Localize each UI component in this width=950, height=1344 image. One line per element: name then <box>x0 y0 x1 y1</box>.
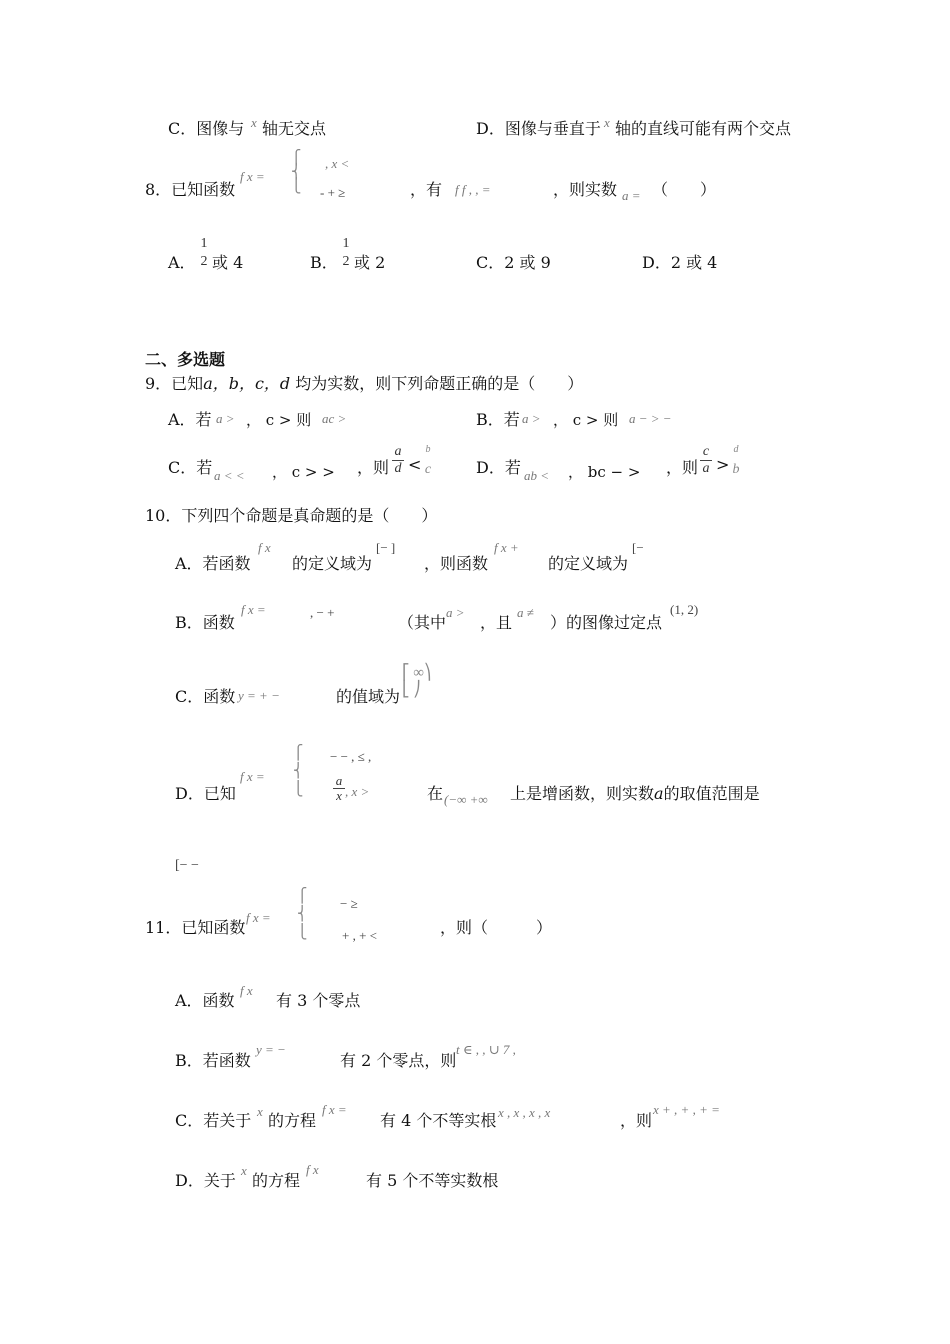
q9-option-c-num: a <box>394 444 402 459</box>
q10-option-c-label: C．函数 <box>175 687 236 706</box>
q9-option-a-m3: ac > <box>322 411 347 426</box>
q9-option-a-label: A．若 <box>168 410 212 429</box>
q8-option-a-label: A． <box>168 253 196 272</box>
q9-option-b-m1: a > <box>522 411 541 426</box>
q11-option-c-then: ，则 <box>620 1111 653 1130</box>
q10-option-c-range <box>402 665 431 699</box>
q8-ff-expr: f f , , = <box>455 182 491 197</box>
q10-option-c-range-bottom: ⎣ ⎠ <box>402 682 421 698</box>
q10-option-a-label: A．若函数 <box>175 554 251 573</box>
q11-option-c-mid2: 有 4 个不等实根 <box>380 1111 497 1130</box>
q10-option-d-piece2-den: x <box>336 788 342 803</box>
q11-option-c-roots: x , x , x , x <box>498 1105 551 1120</box>
q9-option-a-m2: ， c > 则 <box>246 411 312 429</box>
q7-option-d-tail: 轴的直线可能有两个交点 <box>615 119 792 138</box>
q10-option-d-tail-text: 上是增函数，则实数 <box>510 784 655 803</box>
q9-option-c-m1: a < < <box>214 468 245 483</box>
q10-option-a-dom2: [− <box>632 540 644 555</box>
q9-option-d-m2: ， bc − > <box>568 463 641 481</box>
q10-option-d-piece2-frac <box>333 774 345 803</box>
q10-option-b-point: (1, 2) <box>670 602 699 617</box>
q9-option-b-m3: a − > − <box>629 411 672 426</box>
q10-option-c-f: y = + − <box>238 688 280 703</box>
q11-piece1: − ≥ <box>340 896 358 911</box>
q8-f-expr: f x = <box>240 169 265 184</box>
q10-option-a-dom: [− ] <box>376 540 396 555</box>
q9-stem-tail: 均为实数，则下列命题正确的是（ ） <box>290 374 584 393</box>
q10-option-d-a: a <box>654 784 664 803</box>
q9-option-c-label: C．若 <box>168 458 213 477</box>
q7-option-d-var: x <box>604 115 610 130</box>
q8-a-expr: a = <box>622 188 641 203</box>
q8-option-b-label: B． <box>310 253 338 272</box>
q11-option-d-var: x <box>241 1163 247 1178</box>
q10-option-d-piece2-tail: , x > <box>345 784 370 799</box>
q9-option-b-label: B．若 <box>476 410 520 429</box>
q9-option-d-rden: b <box>732 462 740 477</box>
q11-option-d-tail: 有 5 个不等实数根 <box>366 1171 499 1190</box>
q11-option-a-f: f x <box>240 983 253 998</box>
q11-option-b-f: y = − <box>256 1042 286 1057</box>
q11-f-expr: f x = <box>246 910 271 925</box>
q8-option-d: D．2 或 4 <box>642 253 718 272</box>
q11-piece2: + , + < <box>342 928 377 943</box>
q10-option-d-piece2-num: a <box>335 773 343 788</box>
q7-option-d: D．图像与垂直于 <box>476 119 601 138</box>
q7-option-c <box>168 119 244 139</box>
q9-option-c-then: ，则 <box>357 458 390 477</box>
q9-vars: a，b，c，d <box>203 374 291 393</box>
q8-brace: ⎧ ⎨ ⎩ <box>291 151 302 194</box>
q11-option-c-label: C．若关于 <box>175 1111 252 1130</box>
q8-option-c: C．2 或 9 <box>476 253 551 272</box>
q10-option-b-f: f x = <box>241 602 266 617</box>
q8-option-b-num: 1 <box>342 236 350 251</box>
q10-option-b-paren1: （其中 <box>398 613 447 632</box>
q9-option-c-rnum: b <box>425 444 431 455</box>
q8-option-a-den: 2 <box>200 254 208 269</box>
q9-stem <box>145 374 583 394</box>
q11-stem: 11．已知函数 <box>145 918 246 937</box>
q8-option-a-frac <box>198 236 210 270</box>
q10-option-c-mid: 的值域为 <box>336 687 401 706</box>
q9-option-d-num: c <box>702 444 710 459</box>
q10-option-c-range-top: ⎡ ∞⎞ <box>402 665 432 681</box>
q10-option-d-f: f x = <box>240 769 265 784</box>
q11-brace: ⎧ ⎨ ⎩ <box>297 889 308 940</box>
q11-stem-tail: ，则（ ） <box>440 918 553 937</box>
q9-option-c-m2: ， c > > <box>272 463 335 481</box>
q11-option-b-mid: 有 2 个零点，则 <box>340 1051 457 1070</box>
q8-paren: （ ） <box>652 180 717 199</box>
q11-option-a-label: A．函数 <box>175 991 235 1010</box>
q10-option-d-in: 在 <box>427 784 444 803</box>
q9-option-c-rfrac <box>422 444 434 478</box>
q10-option-d-label: D．已知 <box>175 784 236 803</box>
q9-option-d-label: D．若 <box>476 458 521 477</box>
q10-option-d-tail2: 的取值范围是 <box>663 784 760 803</box>
q9-option-d-gt: > <box>716 455 730 474</box>
q9-option-d-m1: ab < <box>524 468 550 483</box>
q7-option-c-var: x <box>251 115 257 130</box>
q10-option-a-tail: 的定义域为 <box>548 554 629 573</box>
q8-stem-c: ，则实数 <box>553 180 618 199</box>
q11-option-d-mid: 的方程 <box>252 1171 301 1190</box>
q9-option-d-den: a <box>702 461 710 476</box>
q8-option-a-tail: 或 4 <box>212 253 244 272</box>
q7-option-c-text: C．图像与 <box>168 119 245 138</box>
q10-option-b-and: ，且 <box>480 613 513 632</box>
q10-option-b-paren2: ）的图像过定点 <box>550 613 663 632</box>
q11-option-c-f: f x = <box>322 1102 347 1117</box>
q11-option-b-set: t ∈ , , ∪ 7 , <box>456 1042 516 1057</box>
q9-option-d-frac <box>700 444 712 477</box>
q9-option-d-then: ，则 <box>666 458 699 477</box>
q9-stem-text: 9．已知 <box>145 374 204 393</box>
section-title: 二、多选题 <box>145 350 226 369</box>
q8-piece2: - + ≥ <box>320 185 346 200</box>
q9-option-c-den: d <box>394 461 402 476</box>
q10-option-a-f2: f x + <box>494 540 519 555</box>
q11-option-c-sum: x + , + , + = <box>653 1102 720 1117</box>
q11-option-a-tail: 有 3 个零点 <box>276 991 361 1010</box>
q8-option-b-frac <box>340 236 352 270</box>
q8-stem-a: 8．已知函数 <box>145 180 236 199</box>
q9-option-c-lt: < <box>408 455 422 474</box>
q10-option-d-answer: [− − <box>175 858 199 873</box>
q10-option-d-tail <box>510 784 760 804</box>
q9-option-d-rfrac <box>730 444 742 478</box>
q10-option-a-f1: f x <box>258 540 271 555</box>
q10-option-a-mid: 的定义域为 <box>292 554 373 573</box>
q10-option-b-f2: , − + <box>310 605 335 620</box>
q9-option-a-m1: a > <box>216 411 235 426</box>
q10-option-b-cond2: a ≠ <box>517 605 534 620</box>
q10-option-b-cond1: a > <box>446 605 465 620</box>
q11-option-c-var: x <box>257 1104 263 1119</box>
q7-option-c-tail: 轴无交点 <box>262 119 327 138</box>
q8-option-a-num: 1 <box>200 236 208 251</box>
q9-option-b-m2: ， c > 则 <box>553 411 619 429</box>
q8-option-b-tail: 或 2 <box>354 253 386 272</box>
q10-option-d-piece1: − − , ≤ , <box>330 749 372 764</box>
q8-option-b-den: 2 <box>342 254 350 269</box>
q8-stem-b: ，有 <box>410 180 443 199</box>
q11-option-d-f: f x <box>306 1162 319 1177</box>
q10-option-b-label: B．函数 <box>175 613 235 632</box>
q9-option-c-frac <box>392 444 404 477</box>
q11-option-c-mid: 的方程 <box>268 1111 317 1130</box>
q11-option-b-label: B．若函数 <box>175 1051 251 1070</box>
q11-option-d-label: D．关于 <box>175 1171 236 1190</box>
q10-stem: 10．下列四个命题是真命题的是（ ） <box>145 506 438 525</box>
q10-option-d-interval: (−∞ +∞ <box>444 792 488 807</box>
q8-piece1: , x < <box>325 156 350 171</box>
q10-option-a-mid2: ，则函数 <box>424 554 489 573</box>
q9-option-c-rden: c <box>424 462 432 477</box>
q10-option-d-brace: ⎧ ⎨ ⎩ <box>293 746 304 797</box>
q9-option-d-rnum: d <box>733 444 739 455</box>
